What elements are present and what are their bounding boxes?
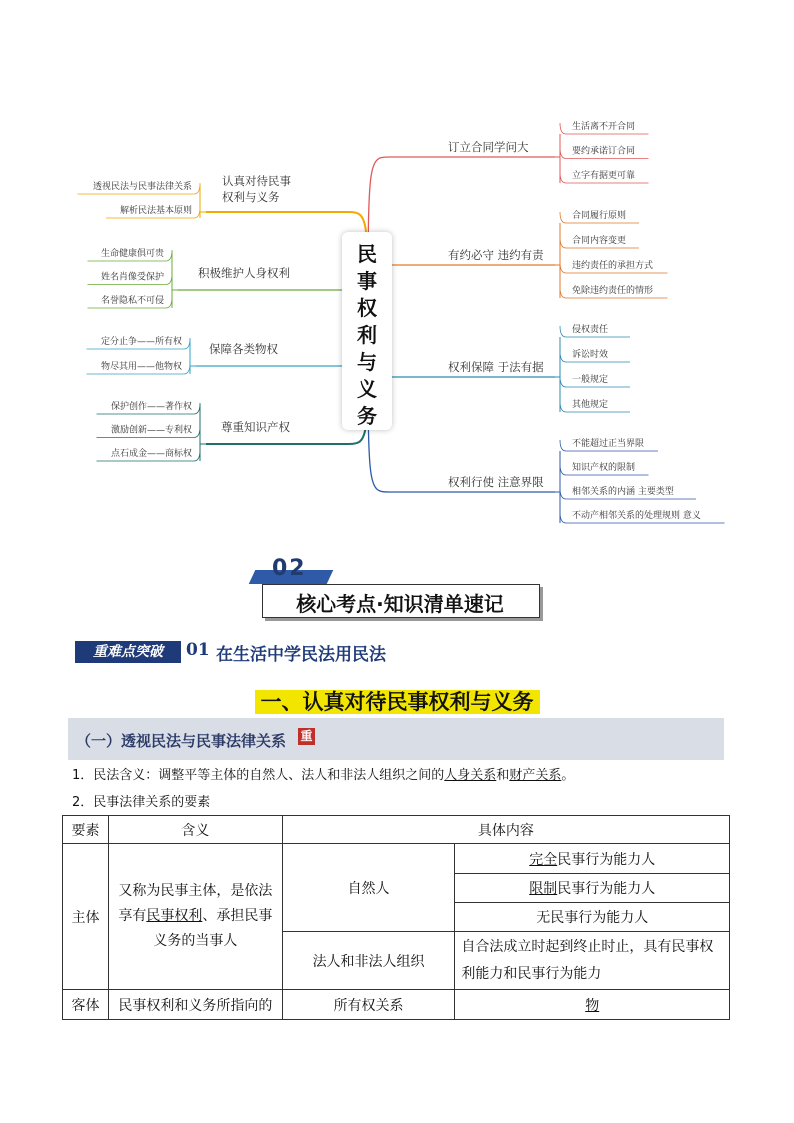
subheading-text: （一）透视民法与民事法律关系 xyxy=(76,732,287,750)
cell-text: 、承担民事义务的当事人 xyxy=(153,908,273,949)
leaf-label: 违约责任的承担方式 xyxy=(572,261,654,271)
topic-title: 在生活中学民法用民法 xyxy=(216,645,386,665)
table-row xyxy=(63,844,730,874)
chapter-heading xyxy=(0,686,794,716)
branch-connector xyxy=(172,251,178,308)
object-label: 客体 xyxy=(63,990,109,1020)
underlined-term: 财产关系 xyxy=(509,768,562,783)
underlined-term: 完全 xyxy=(529,851,558,868)
leaf-label: 免除违约责任的情形 xyxy=(572,286,654,296)
leaf-label: 合同内容变更 xyxy=(572,236,627,246)
object-desc: 民事权利和义务所指向的 xyxy=(108,990,282,1020)
cell-text: 民事行为能力人 xyxy=(557,881,656,897)
leaf-label: 合同履行原则 xyxy=(572,211,627,221)
branch-label: 权利行使 注意界限 xyxy=(448,475,544,489)
center-char: 与 xyxy=(357,350,377,374)
leaf-label: 姓名肖像受保护 xyxy=(100,272,164,283)
leaf-label: 不动产相邻关系的处理规则 意义 xyxy=(572,511,701,521)
underlined-term: 限制 xyxy=(529,881,558,897)
paragraph-text: 。 xyxy=(561,768,575,783)
legal-person-desc: 自合法成立时起到终止时止，具有民事权利能力和民事行为能力 xyxy=(455,932,730,990)
thing xyxy=(455,990,730,1020)
leaf-label: 侵权责任 xyxy=(572,325,609,335)
leaf-label: 诉讼时效 xyxy=(572,350,609,360)
leaf-label: 要约承诺订合同 xyxy=(572,146,636,157)
branch-connector xyxy=(555,134,560,183)
cell-text: 又称为民事主体，是依法享有 xyxy=(118,883,273,924)
topic-badge: 重难点突破 xyxy=(75,641,181,663)
branch-label: 认真对待民事 xyxy=(222,174,291,188)
mind-map-center xyxy=(342,232,392,430)
center-char: 事 xyxy=(357,269,377,293)
paragraph-text: 1．民法含义：调整平等主体的自然人、法人和非法人组织之间的 xyxy=(72,768,445,783)
center-char: 民 xyxy=(357,242,377,266)
table-header-row xyxy=(63,816,730,844)
legal-person: 法人和非法人组织 xyxy=(282,932,455,990)
branch-line xyxy=(368,157,555,330)
branch-label: 有约必守 违约有责 xyxy=(448,248,544,262)
legal-relation-table xyxy=(62,815,730,1020)
branch-line xyxy=(178,290,368,330)
branch-label: 订立合同学问大 xyxy=(448,140,529,154)
subject-label: 主体 xyxy=(63,844,109,990)
leaf-label: 定分止争——所有权 xyxy=(100,337,182,347)
leaf-label: 激励创新——专利权 xyxy=(110,425,192,436)
leaf-label: 保护创作——著作权 xyxy=(110,402,192,412)
ownership-relation: 所有权关系 xyxy=(282,990,455,1020)
center-char: 权 xyxy=(357,296,377,320)
branch-label: 权利与义务 xyxy=(222,190,280,204)
branch-label: 权利保障 于法有据 xyxy=(448,360,544,374)
paragraph-elements: 2．民事法律关系的要素 xyxy=(72,795,211,810)
branch-connector xyxy=(555,451,560,523)
leaf-label: 一般规定 xyxy=(572,375,609,385)
center-char: 务 xyxy=(357,404,377,428)
branch-line xyxy=(368,330,555,492)
topic-number: 01 xyxy=(186,640,210,660)
leaf-label: 生活离不开合同 xyxy=(572,122,636,132)
no-capacity: 无民事行为能力人 xyxy=(455,903,730,932)
branch-label: 积极维护人身权利 xyxy=(198,266,290,280)
leaf-label: 生命健康俱可贵 xyxy=(100,249,164,259)
chapter-heading-text: 一、认真对待民事权利与义务 xyxy=(255,690,540,714)
center-char: 利 xyxy=(357,323,377,347)
header-cell: 要素 xyxy=(63,816,109,844)
underlined-term: 物 xyxy=(585,997,600,1014)
branch-label: 保障各类物权 xyxy=(209,342,278,356)
leaf-label: 相邻关系的内涵 主要类型 xyxy=(572,487,674,497)
center-char: 义 xyxy=(357,377,377,401)
branch-connector xyxy=(555,223,560,298)
branch-line xyxy=(368,265,555,330)
header-cell: 具体内容 xyxy=(282,816,729,844)
underlined-term: 人身关系 xyxy=(444,768,497,783)
full-capacity xyxy=(455,844,730,874)
leaf-label: 知识产权的限制 xyxy=(572,463,636,473)
branch-connector xyxy=(200,404,206,461)
leaf-label: 物尽其用——他物权 xyxy=(100,362,182,372)
paragraph-definition xyxy=(72,764,574,783)
subject-desc xyxy=(108,844,282,990)
leaf-label: 解析民法基本原则 xyxy=(119,206,192,216)
branch-connector xyxy=(555,337,560,412)
mind-map xyxy=(0,0,794,560)
leaf-label: 透视民法与民事法律关系 xyxy=(92,182,192,192)
cell-text: 民事行为能力人 xyxy=(557,851,656,868)
paragraph-text: 和 xyxy=(496,768,510,783)
header-cell: 含义 xyxy=(108,816,282,844)
leaf-label: 名誉隐私不可侵 xyxy=(100,296,164,306)
table-row xyxy=(63,990,730,1020)
limited-capacity xyxy=(455,874,730,903)
leaf-label: 不能超过正当界限 xyxy=(572,439,645,449)
underlined-term: 民事权利 xyxy=(146,908,203,924)
leaf-label: 立字有据更可靠 xyxy=(572,171,636,181)
leaf-label: 点石成金——商标权 xyxy=(110,449,192,459)
branch-label: 尊重知识产权 xyxy=(221,420,290,434)
branch-connector xyxy=(200,184,206,218)
natural-person: 自然人 xyxy=(282,844,455,932)
leaf-label: 其他规定 xyxy=(572,400,609,410)
section-title: 核心考点·知识清单速记 xyxy=(296,592,504,616)
section-number: 02 xyxy=(272,556,307,581)
branch-connector xyxy=(190,339,196,374)
key-point-mark: 重 xyxy=(298,728,315,745)
